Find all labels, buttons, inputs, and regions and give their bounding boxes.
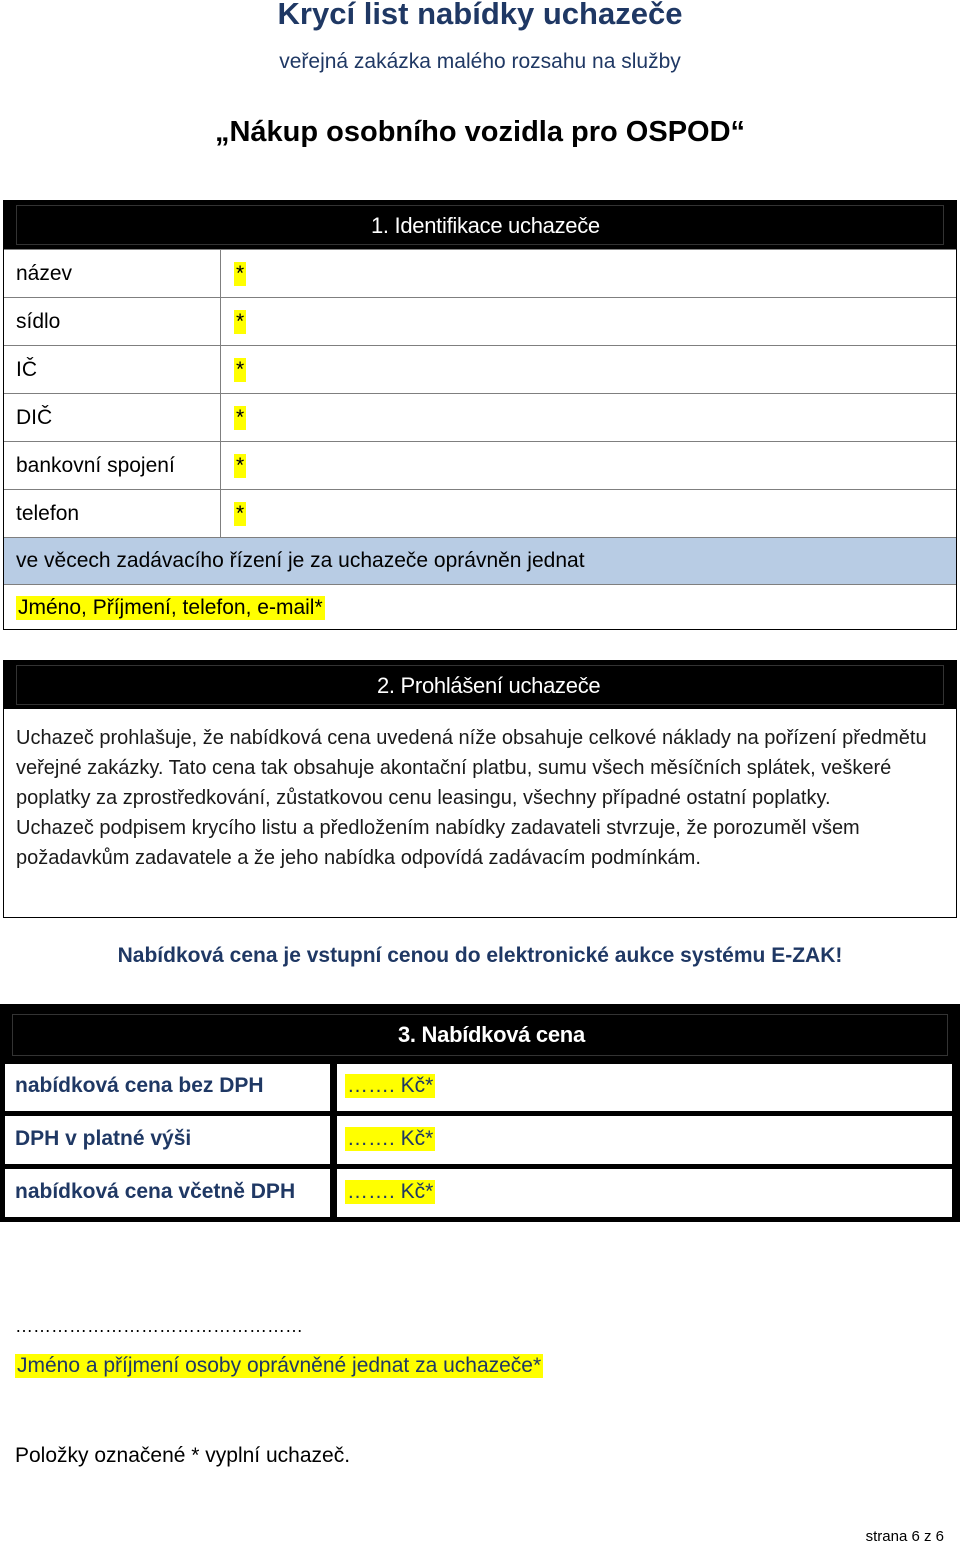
- document-title: Krycí list nabídky uchazeče: [277, 0, 683, 31]
- signature-line[interactable]: …………………………………………: [15, 1316, 303, 1336]
- price-value-gross[interactable]: ……. Kč*: [347, 1180, 434, 1203]
- price-label-cell: [5, 1169, 330, 1217]
- declaration-box: [3, 660, 957, 918]
- authorized-person-value-row: [4, 584, 956, 630]
- price-value-net[interactable]: ……. Kč*: [347, 1074, 434, 1097]
- price-value-vat[interactable]: ……. Kč*: [347, 1127, 434, 1150]
- column-divider: [220, 249, 221, 537]
- auction-note: Nabídková cena je vstupní cenou do elektronické aukce systému E-ZAK!: [117, 944, 843, 967]
- authorized-person-row: [4, 537, 956, 584]
- row-label-bank: bankovní spojení: [16, 454, 175, 477]
- row-value-seat[interactable]: *: [236, 310, 245, 333]
- declaration-paragraph: Uchazeč prohlašuje, že nabídková cena uvedená níže obsahuje celkové náklady na pořízení předmětu veřejné zakázky. Tato cena tak obsahuje akontační platbu, sumu všech měsíčních splátek, veškeré poplatky za zprostředkování, zůstatkovou cenu leasingu, všechny případné ostatní poplatky.: [16, 727, 927, 809]
- table-row: [4, 393, 956, 441]
- row-label-ic: IČ: [16, 358, 37, 381]
- row-value-phone[interactable]: *: [236, 502, 245, 525]
- price-table: [0, 1004, 960, 1222]
- price-label-cell: [5, 1116, 330, 1164]
- row-value-name[interactable]: *: [236, 262, 245, 285]
- authorized-person-label: ve věcech zadávacího řízení je za uchazeče oprávněn jednat: [16, 549, 585, 572]
- section2-heading: 2. Prohlášení uchazeče: [377, 673, 601, 698]
- price-label-cell: [5, 1064, 330, 1111]
- price-value-cell: [337, 1064, 952, 1111]
- page-number: strana 6 z 6: [865, 1528, 944, 1545]
- table-row: [4, 441, 956, 489]
- row-label-phone: telefon: [16, 502, 80, 525]
- table-row: [4, 489, 956, 537]
- section1-header-bar: [4, 201, 956, 249]
- section3-heading: 3. Nabídková cena: [398, 1022, 585, 1047]
- table-row: [4, 249, 956, 297]
- price-label-net: nabídková cena bez DPH: [15, 1074, 264, 1097]
- price-label-vat: DPH v platné výši: [15, 1127, 192, 1150]
- price-value-cell: [337, 1116, 952, 1164]
- section2-header-bar: [4, 661, 956, 709]
- price-value-cell: [337, 1169, 952, 1217]
- identification-table: [3, 200, 957, 630]
- authorized-person-value[interactable]: Jméno, Příjmení, telefon, e-mail*: [18, 596, 323, 619]
- row-value-ic[interactable]: *: [236, 358, 245, 381]
- signature-label: Jméno a příjmení osoby oprávněné jednat za uchazeče*: [17, 1354, 542, 1377]
- row-label-name: název: [16, 262, 73, 285]
- row-label-dic: DIČ: [16, 406, 53, 429]
- footnote: Položky označené * vyplní uchazeč.: [15, 1444, 351, 1467]
- declaration-paragraph: Uchazeč podpisem krycího listu a předložením nabídky zadavateli stvrzuje, že porozuměl všem požadavkům zadavatele a že jeho nabídka odpovídá zadávacím podmínkám.: [16, 817, 860, 869]
- row-label-seat: sídlo: [16, 310, 61, 333]
- row-value-dic[interactable]: *: [236, 406, 245, 429]
- declaration-text: [16, 723, 946, 873]
- table-row: [4, 345, 956, 393]
- section1-heading: 1. Identifikace uchazeče: [371, 213, 600, 238]
- project-name: „Nákup osobního vozidla pro OSPOD“: [214, 116, 746, 148]
- table-row: [4, 297, 956, 345]
- document-subtitle: veřejná zakázka malého rozsahu na služby: [279, 50, 681, 73]
- row-value-bank[interactable]: *: [236, 454, 245, 477]
- price-label-gross: nabídková cena včetně DPH: [15, 1180, 296, 1203]
